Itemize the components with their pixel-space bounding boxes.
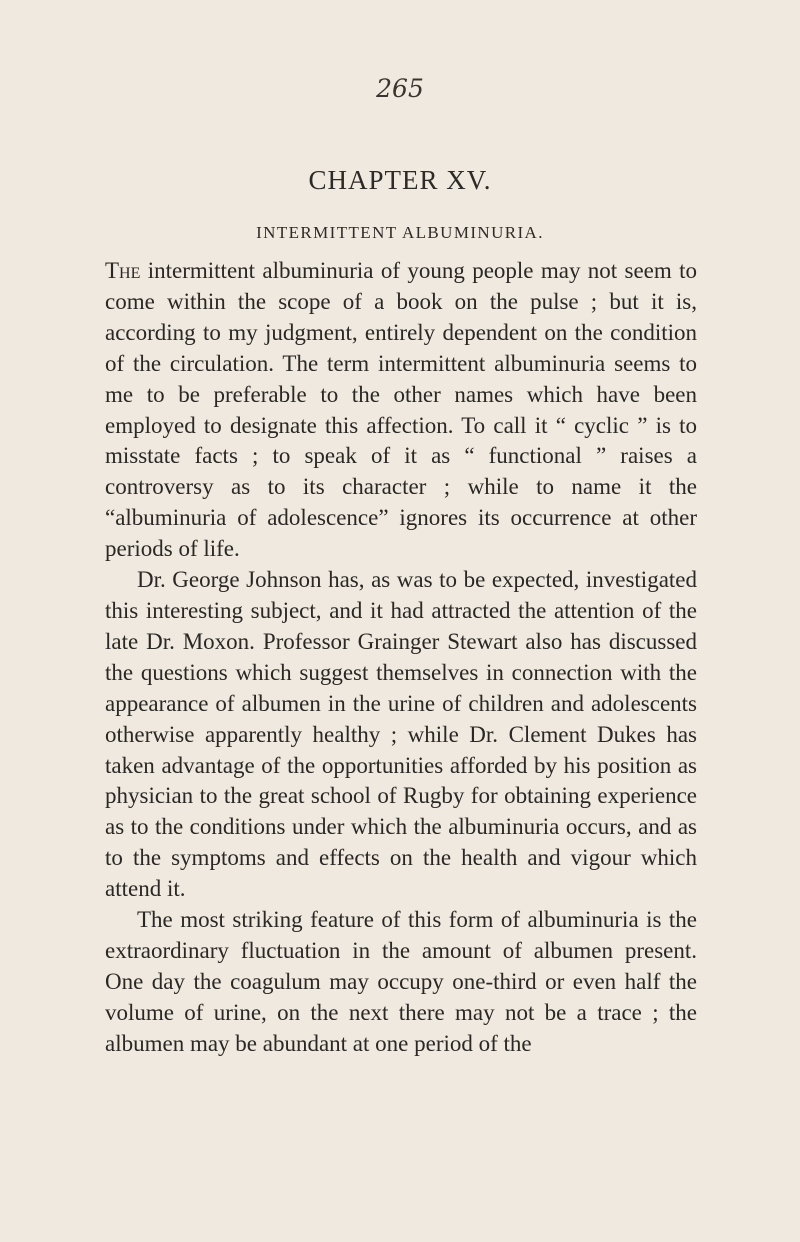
- paragraph-1-text: intermittent albuminuria of young people may not seem to come within the scope of a book on the pulse ; but it is, according to my judgment, entirely dependent on the condition of the circulation. The term intermittent albuminuria seems to me to be preferable to the other names which have been employed to designate this affection. To call it “ cyclic ” is to misstate facts ; to speak of it as “ functional ” raises a controversy as to its character ; while to name it the “albuminuria of adolescence” ignores its occurrence at other periods of life.: [105, 258, 698, 562]
- paragraph-3: The most striking feature of this form of albuminuria is the extraordinary fluctuation in the amount of albumen present. One day the coagulum may occupy one-third or even half the volume of urine, on the next there may not be a trace ; the albumen may be abundant at one period of the: [105, 907, 697, 1056]
- chapter-subtitle: INTERMITTENT ALBUMINURIA.: [256, 223, 544, 242]
- paragraph-lead-word: The: [105, 258, 141, 283]
- paragraph-1: [105, 256, 697, 565]
- body-text: [105, 256, 697, 1060]
- chapter-title: CHAPTER XV.: [308, 165, 492, 195]
- page-number: 265: [376, 74, 424, 103]
- paragraph-2: Dr. George Johnson has, as was to be expected, investigated this interesting subject, and it had attracted the attention of the late Dr. Moxon. Professor Grainger Stewart also has discussed the questions which suggest themselves in connection with the appearance of albumen in the urine of children and adolescents otherwise apparently healthy ; while Dr. Clement Dukes has taken advantage of the opportunities afforded by his position as physician to the great school of Rugby for obtaining experience as to the conditions under which the albuminuria occurs, and as to the symptoms and effects on the health and vigour which attend it.: [105, 567, 697, 902]
